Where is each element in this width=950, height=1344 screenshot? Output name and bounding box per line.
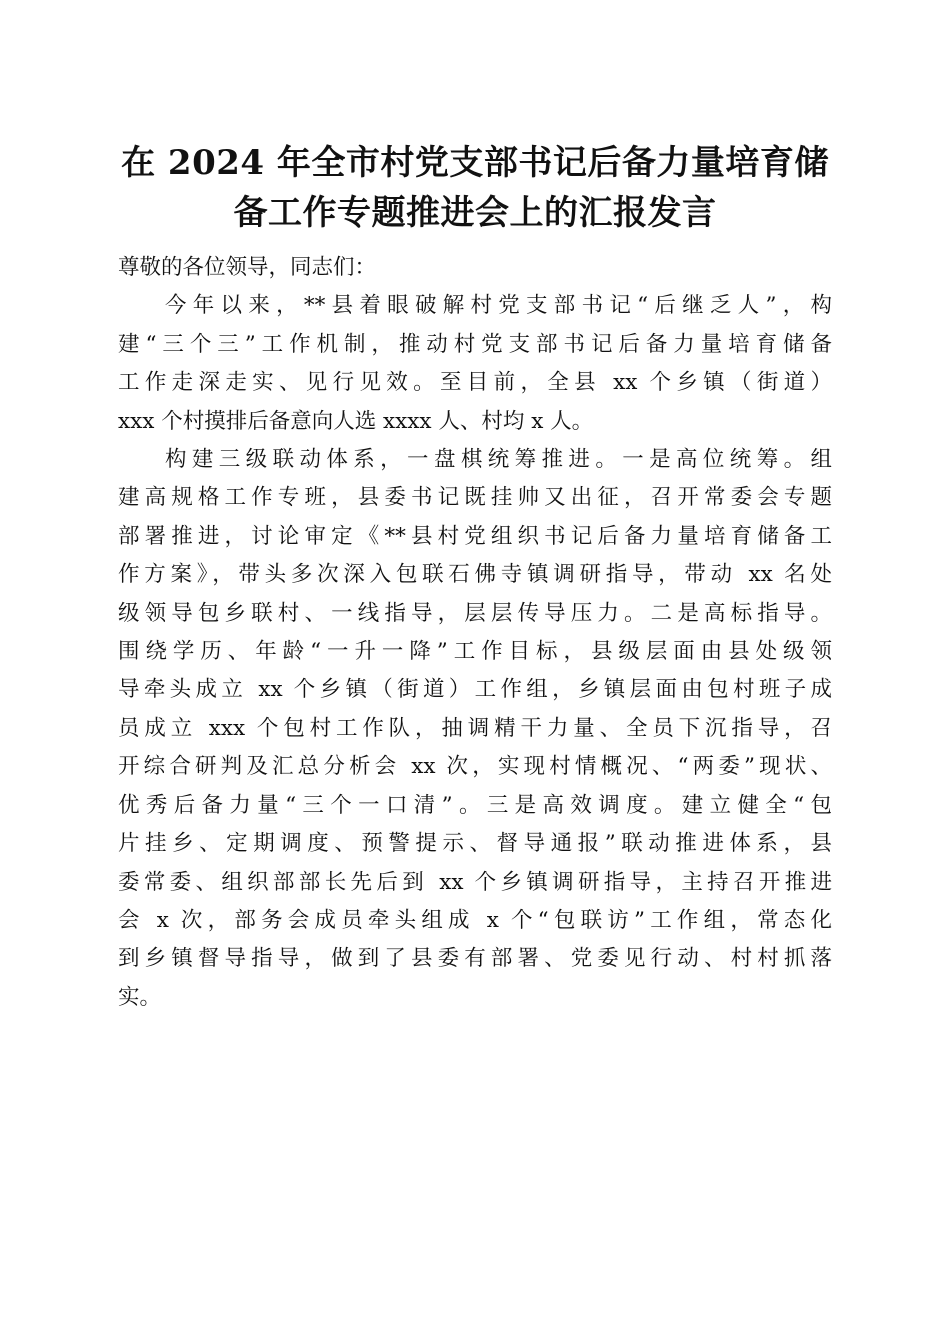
paragraph-line: 开综合研判及汇总分析会 xx 次，实现村情概况、“两委”现状、 (118, 754, 832, 780)
title-line: 在 2024 年全市村党支部书记后备力量培育储 (121, 143, 829, 183)
paragraph-line: 会 x 次，部务会成员牵头组成 x 个“包联访”工作组，常态化 (118, 907, 832, 933)
paragraph-line: 建“三个三”工作机制，推动村党支部书记后备力量培育储备 (118, 331, 832, 357)
paragraph-line: xxx 个村摸排后备意向人选 xxxx 人、村均 x 人。 (118, 408, 594, 434)
paragraph-line: 导牵头成立 xx 个乡镇（街道）工作组，乡镇层面由包村班子成 (118, 677, 832, 703)
paragraph-line: 作方案》，带头多次深入包联石佛寺镇调研指导，带动 xx 名处 (118, 562, 832, 588)
paragraph-line: 到乡镇督导指导，做到了县委有部署、党委见行动、村村抓落 (118, 946, 832, 972)
paragraph-line: 工作走深走实、见行见效。至目前，全县 xx 个乡镇（街道） (118, 370, 832, 396)
paragraph-1 (118, 287, 832, 441)
paragraph-line: 员成立 xxx 个包村工作队，抽调精干力量、全员下沉指导，召 (118, 715, 832, 741)
salutation: 尊敬的各位领导，同志们： (118, 255, 377, 280)
paragraph-line: 建高规格工作专班，县委书记既挂帅又出征，召开常委会专题 (118, 485, 832, 511)
paragraph-line: 构建三级联动体系，一盘棋统筹推进。一是高位统筹。组 (165, 447, 832, 473)
paragraph-line: 优秀后备力量“三个一口清”。三是高效调度。建立健全“包 (118, 792, 832, 818)
paragraph-line: 今年以来，**县着眼破解村党支部书记“后继乏人”，构 (165, 293, 832, 319)
document-body (118, 249, 832, 1017)
document-title (118, 138, 832, 238)
paragraph-line: 片挂乡、定期调度、预警提示、督导通报”联动推进体系，县 (118, 831, 832, 857)
paragraph-line: 实。 (118, 984, 162, 1010)
paragraph-2 (118, 441, 832, 1017)
paragraph-line: 委常委、组织部部长先后到 xx 个乡镇调研指导，主持召开推进 (118, 869, 832, 895)
paragraph-line: 围绕学历、年龄“一升一降”工作目标，县级层面由县处级领 (118, 639, 832, 665)
paragraph-line: 级领导包乡联村、一线指导，层层传导压力。二是高标指导。 (118, 600, 832, 626)
paragraph-line: 部署推进，讨论审定《**县村党组织书记后备力量培育储备工 (118, 523, 832, 549)
title-line: 备工作专题推进会上的汇报发言 (233, 193, 717, 233)
